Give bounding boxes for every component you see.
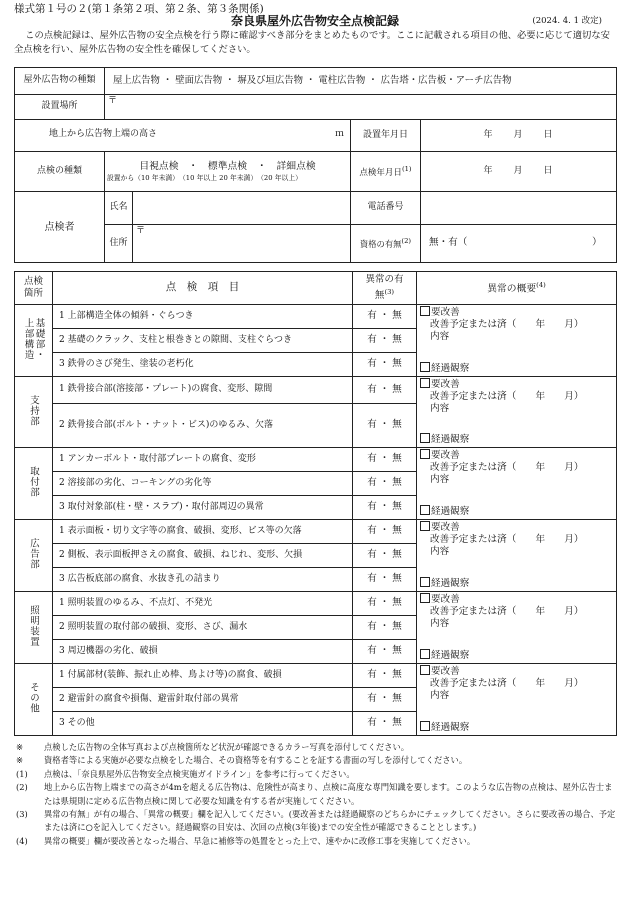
note-item [14, 781, 618, 808]
area-cell [15, 448, 53, 520]
abnormal-choice[interactable]: 有 ・ 無 [353, 377, 417, 404]
area-header: 点検箇所 [15, 272, 53, 305]
area-label-2: 基礎部・ [33, 318, 45, 360]
inspection-item: 2 照明装置の取付部の破損、変形、さび、漏水 [53, 616, 353, 640]
type-label: 屋外広告物の種類 [15, 68, 105, 95]
name-field[interactable] [133, 192, 351, 225]
inspection-type-label: 点検の種類 [15, 152, 105, 192]
info-table [14, 67, 617, 263]
page-title: 奈良県屋外広告物安全点検記録 [230, 14, 399, 28]
repair-checkbox[interactable] [420, 593, 430, 603]
content-line: 内容 [430, 474, 450, 485]
abnormal-choice[interactable]: 有 ・ 無 [353, 640, 417, 664]
phone-field[interactable] [421, 192, 617, 225]
inspection-date-label: 点検年月日 [359, 167, 402, 178]
type-values[interactable]: 屋上広告物 ・ 壁面広告物 ・ 塀及び垣広告物 ・ 電柱広告物 ・ 広告塔・広告板・アーチ広告物 [105, 68, 617, 95]
abnormal-header [353, 272, 417, 305]
name-label: 氏名 [105, 192, 133, 225]
abnormal-choice[interactable]: 有 ・ 無 [353, 664, 417, 688]
note-mark: (1) [16, 768, 28, 779]
repair-option[interactable] [420, 306, 613, 319]
summary-cell [417, 592, 617, 664]
repair-option[interactable] [420, 593, 613, 606]
repair-label: 要改善 [431, 307, 460, 318]
area-label: 上部構造 [22, 318, 34, 360]
content-line: 内容 [430, 331, 450, 342]
height-field[interactable] [15, 120, 351, 152]
area-label: 照明装置 [28, 605, 39, 647]
repair-option[interactable] [420, 449, 613, 462]
note-text: 地上から広告物上端までの高さが4mを超える広告物は、危険性が高まり、点検に高度な専門知識を要します。このような広告物の点検は、屋外広告士または県規則に定める広告物点検に関して必要な知識を有する者が実施してください。 [44, 782, 613, 806]
observe-label: 経過観察 [431, 506, 470, 517]
inspection-date-note: (1) [401, 164, 412, 173]
abnormal-choice[interactable]: 有 ・ 無 [353, 544, 417, 568]
checklist-table [14, 271, 617, 736]
abnormal-choice[interactable]: 有 ・ 無 [353, 305, 417, 329]
note-item [14, 754, 618, 767]
repair-label: 要改善 [431, 522, 460, 533]
inspection-item: 2 溶接部の劣化、コーキングの劣化等 [53, 472, 353, 496]
checklist-row [15, 592, 617, 616]
observe-checkbox[interactable] [420, 649, 430, 659]
area-label: 広告部 [28, 538, 39, 570]
observe-label: 経過観察 [431, 434, 470, 445]
area-cell [15, 664, 53, 736]
repair-label: 要改善 [431, 450, 460, 461]
observe-checkbox[interactable] [420, 362, 430, 372]
inspector-label: 点検者 [15, 192, 105, 263]
location-label: 設置場所 [15, 95, 105, 120]
note-mark: (2) [16, 782, 28, 793]
checklist-body [15, 305, 617, 736]
summary-cell [417, 448, 617, 520]
observe-option[interactable] [420, 649, 469, 662]
summary-cell [417, 377, 617, 448]
note-item [14, 768, 618, 781]
observe-label: 経過観察 [431, 722, 470, 733]
repair-label: 要改善 [431, 379, 460, 390]
location-field[interactable] [105, 95, 617, 120]
observe-checkbox[interactable] [420, 721, 430, 731]
area-cell [15, 305, 53, 377]
form-number: 様式第１号の２(第１条第２項、第２条、第３条関係) [14, 3, 264, 15]
abnormal-choice[interactable]: 有 ・ 無 [353, 568, 417, 592]
observe-option[interactable] [420, 433, 469, 446]
repair-option[interactable] [420, 521, 613, 534]
height-unit: ｍ [334, 129, 344, 139]
note-item [14, 835, 618, 848]
summary-header-note: (4) [536, 280, 546, 289]
repair-label: 要改善 [431, 594, 460, 605]
area-cell [15, 592, 53, 664]
summary-cell [417, 520, 617, 592]
note-text: 点検した広告物の全体写真および点検箇所など状況が確認できるカラー写真を添付してください。 [44, 742, 410, 752]
inspection-date-field[interactable]: 年 月 日 [421, 152, 617, 192]
observe-checkbox[interactable] [420, 433, 430, 443]
inspection-date-label-cell [351, 152, 421, 192]
abnormal-choice[interactable]: 有 ・ 無 [353, 329, 417, 353]
install-date-label: 設置年月日 [351, 120, 421, 152]
note-mark: (3) [16, 809, 28, 820]
inspection-item: 2 基礎のクラック、支柱と根巻きとの隙間、支柱ぐらつき [53, 329, 353, 353]
observe-checkbox[interactable] [420, 505, 430, 515]
repair-option[interactable] [420, 665, 613, 678]
plan-line: 改善予定または済（ 年 月） [430, 678, 584, 689]
repair-checkbox[interactable] [420, 306, 430, 316]
inspection-item: 1 鉄骨接合部(溶接部・プレート)の腐食、変形、隙間 [53, 377, 353, 404]
phone-label: 電話番号 [351, 192, 421, 225]
abnormal-choice[interactable]: 有 ・ 無 [353, 472, 417, 496]
inspection-item: 3 広告板底部の腐食、水抜き孔の詰まり [53, 568, 353, 592]
checklist-row [15, 664, 617, 688]
plan-line: 改善予定または済（ 年 月） [430, 319, 584, 330]
note-item [14, 741, 618, 754]
postal-mark: 〒 [108, 96, 118, 106]
inspection-item: 3 取付対象部(柱・壁・スラブ)・取付部周辺の異常 [53, 496, 353, 520]
content-line: 内容 [430, 403, 450, 414]
address-field[interactable] [133, 225, 351, 263]
summary-cell [417, 305, 617, 377]
checklist-row [15, 520, 617, 544]
inspection-item: 1 付属部材(装飾、振れ止め棒、鳥よけ等)の腐食、破損 [53, 664, 353, 688]
observe-checkbox[interactable] [420, 577, 430, 587]
plan-line: 改善予定または済（ 年 月） [430, 606, 584, 617]
inspection-item: 2 避雷針の腐食や損傷、避雷針取付部の異常 [53, 688, 353, 712]
note-mark: ※ [16, 742, 23, 752]
intro-text: この点検記録は、屋外広告物の安全点検を行う際に確認すべき部分をまとめたものです。ここに記載される項目の他、必要に応じて適切な安全点検を行い、屋外広告物の安全性を確保してください。 [14, 30, 610, 55]
summary-header [417, 272, 617, 305]
address-postal-mark: 〒 [136, 226, 146, 236]
plan-line: 改善予定または済（ 年 月） [430, 391, 584, 402]
note-mark: ※ [16, 755, 23, 766]
area-cell [15, 520, 53, 592]
abnormal-choice[interactable]: 有 ・ 無 [353, 712, 417, 736]
area-label: 取付部 [28, 466, 39, 498]
notes [14, 741, 618, 848]
plan-line: 改善予定または済（ 年 月） [430, 462, 584, 473]
abnormal-header-label: 異常の有無 [365, 273, 404, 302]
note-text: 異常の有無」が有の場合、「異常の概要」欄を記入してください。(要改善または経過観察のどちらかにチェックしてください。さらに要改善の場合、予定または済に○を記入してください。経過観察の目安は、次回の点検(3年後)までの安全性が確認できることとします。) [44, 809, 616, 833]
abnormal-choice[interactable]: 有 ・ 無 [353, 520, 417, 544]
abnormal-header-note: (3) [384, 287, 395, 296]
note-text: 資格者等による実施が必要な点検をした場合、その資格等を有することを証する書面の写しを添付してください。 [44, 755, 468, 766]
install-date-field[interactable]: 年 月 日 [421, 120, 617, 152]
note-mark: (4) [16, 835, 28, 846]
repair-checkbox[interactable] [420, 378, 430, 388]
area-cell [15, 377, 53, 448]
inspection-item: 1 照明装置のゆるみ、不点灯、不発光 [53, 592, 353, 616]
observe-label: 経過観察 [431, 578, 470, 589]
observe-option[interactable] [420, 362, 469, 375]
observe-option[interactable] [420, 577, 469, 590]
area-label: その他 [28, 682, 39, 714]
abnormal-choice[interactable]: 有 ・ 無 [353, 404, 417, 448]
checklist-row [15, 305, 617, 329]
inspection-item: 1 表示面板・切り文字等の腐食、破損、変形、ビス等の欠落 [53, 520, 353, 544]
note-text: 異常の概要」欄が要改善となった場合、早急に補修等の処置をとった上で、速やかに改修工事を実施してください。 [44, 835, 476, 846]
inspection-item: 3 鉄骨のさび発生、塗装の老朽化 [53, 353, 353, 377]
abnormal-choice[interactable]: 有 ・ 無 [353, 592, 417, 616]
abnormal-choice[interactable]: 有 ・ 無 [353, 448, 417, 472]
abnormal-choice[interactable]: 有 ・ 無 [353, 353, 417, 377]
qualification-note: (2) [401, 237, 412, 246]
qualification-label-cell [351, 225, 421, 263]
note-text: 点検は、「奈良県屋外広告物安全点検実施ガイドライン」を参考に行ってください。 [44, 768, 355, 779]
observe-option[interactable] [420, 721, 469, 734]
items-header: 点 検 項 目 [53, 272, 353, 305]
observe-label: 経過観察 [431, 650, 470, 661]
inspection-item: 3 その他 [53, 712, 353, 736]
note-item [14, 808, 618, 835]
plan-line: 改善予定または済（ 年 月） [430, 534, 584, 545]
revision-date: (2024. 4. 1 改定) [532, 16, 602, 26]
summary-header-label: 異常の概要 [487, 282, 537, 294]
inspection-item: 2 側板、表示面板押さえの腐食、破損、ねじれ、変形、欠損 [53, 544, 353, 568]
observe-label: 経過観察 [431, 363, 470, 374]
checklist-row [15, 377, 617, 404]
observe-option[interactable] [420, 505, 469, 518]
content-line: 内容 [430, 690, 450, 701]
inspection-types: 目視点検 ・ 標準点検 ・ 詳細点検 [139, 161, 316, 172]
abnormal-choice[interactable]: 有 ・ 無 [353, 616, 417, 640]
repair-checkbox[interactable] [420, 665, 430, 675]
inspection-item: 1 アンカーボルト・取付部プレートの腐食、変形 [53, 448, 353, 472]
inspection-type-field[interactable] [105, 152, 351, 192]
qualification-field[interactable]: 無・有（ ） [421, 225, 617, 263]
inspection-types-sub: 設置から（10 年未満） （10 年以上 20 年未満） （20 年以上） [107, 174, 302, 182]
content-line: 内容 [430, 546, 450, 557]
address-label: 住所 [105, 225, 133, 263]
content-line: 内容 [430, 618, 450, 629]
qualification-label: 資格の有無 [359, 238, 402, 249]
abnormal-choice[interactable]: 有 ・ 無 [353, 496, 417, 520]
summary-cell [417, 664, 617, 736]
checklist-row [15, 448, 617, 472]
inspection-item: 3 周辺機器の劣化、破損 [53, 640, 353, 664]
repair-checkbox[interactable] [420, 449, 430, 459]
inspection-item: 2 鉄骨接合部(ボルト・ナット・ビス)のゆるみ、欠落 [53, 404, 353, 448]
repair-label: 要改善 [431, 666, 460, 677]
height-label: 地上から広告物上端の高さ [49, 129, 158, 139]
area-label: 支持部 [28, 394, 39, 427]
repair-checkbox[interactable] [420, 521, 430, 531]
repair-option[interactable] [420, 378, 613, 391]
abnormal-choice[interactable]: 有 ・ 無 [353, 688, 417, 712]
inspection-item: 1 上部構造全体の傾斜・ぐらつき [53, 305, 353, 329]
